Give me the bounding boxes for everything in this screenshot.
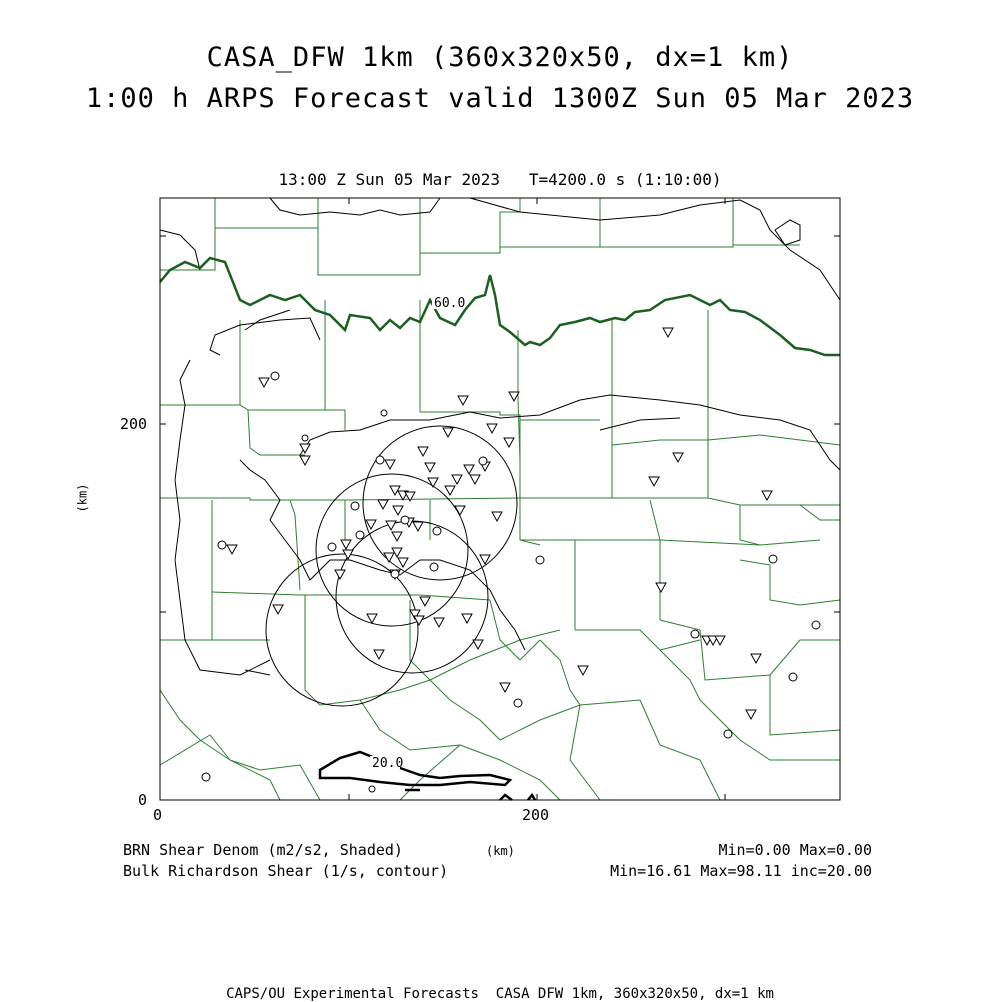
y-tick-0: 0 xyxy=(138,791,148,809)
legend-shaded-stats: Min=0.00 Max=0.00 xyxy=(718,841,872,859)
legend-shaded-name: BRN Shear Denom (m2/s2, Shaded) xyxy=(123,841,403,859)
station-circles xyxy=(202,372,820,792)
station-triangles xyxy=(227,328,772,719)
x-tick-0: 0 xyxy=(153,806,163,824)
thick-contour-60 xyxy=(160,258,840,355)
contour-label-60: 60.0 xyxy=(434,296,466,311)
legend-contour-name: Bulk Richardson Shear (1/s, contour) xyxy=(123,862,449,880)
map-title-line1: CASA_DFW 1km (360x320x50, dx=1 km) xyxy=(206,42,794,73)
x-axis-unit: (km) xyxy=(486,844,515,858)
y-tick-200: 200 xyxy=(120,415,148,433)
county-boundaries xyxy=(160,198,840,800)
y-axis-unit: (km) xyxy=(75,483,90,513)
plot-frame xyxy=(160,198,840,800)
thin-contours xyxy=(160,198,840,675)
contour-label-20: 20.0 xyxy=(372,756,404,771)
footer-credit: CAPS/OU Experimental Forecasts CASA DFW 1km, 360x320x50, dx=1 km xyxy=(226,986,774,1002)
valid-time-label: 13:00 Z Sun 05 Mar 2023 T=4200.0 s (1:10:00) xyxy=(278,170,722,189)
thick-contour-20 xyxy=(320,752,535,800)
map-title-line2: 1:00 h ARPS Forecast valid 1300Z Sun 05 Mar 2023 xyxy=(85,83,915,114)
radar-range-rings xyxy=(266,426,517,706)
x-tick-200: 200 xyxy=(522,806,550,824)
legend-contour-stats: Min=16.61 Max=98.11 inc=20.00 xyxy=(610,862,872,880)
